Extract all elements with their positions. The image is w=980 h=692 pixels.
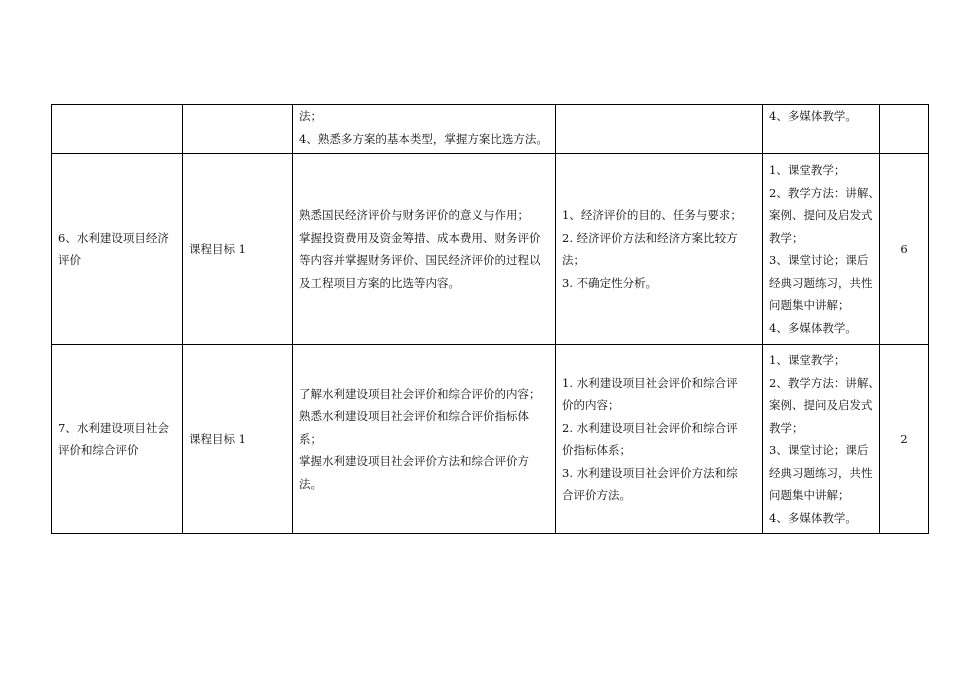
goal-cell [183,105,293,154]
content-line: 合评价方法。 [562,488,631,502]
methods-cell [763,105,880,154]
content-line: 3. 水利建设项目社会评价方法和综 [562,465,738,480]
content-cell [556,105,763,154]
topic-cell [52,345,183,534]
requirements-line: 熟悉国民经济评价与财务评价的意义与作用； [299,208,529,222]
methods-line: 经典习题练习，共性 [769,275,873,290]
requirements-line: 法； [299,109,322,123]
methods-line: 3、课堂讨论；课后 [769,443,869,457]
topic-cell [52,105,183,154]
hours-value: 6 [900,241,908,256]
requirements-line: 系； [299,431,322,446]
topic-line: 评价 [58,253,81,267]
requirements-line: 掌握投资费用及资金筹措、成本费用、财务评价 [299,230,541,245]
content-cell [556,345,763,534]
table-row [52,345,929,534]
methods-line: 2、教学方法：讲解、 [769,375,880,390]
content-line: 价指标体系； [562,443,631,457]
topic-line: 7、水利建设项目社会 [58,420,169,435]
methods-line: 3、课堂讨论；课后 [769,253,869,267]
requirements-line: 4、熟悉多方案的基本类型，掌握方案比选方法。 [299,131,548,146]
methods-line: 问题集中讲解； [769,488,850,502]
methods-line: 教学； [769,420,804,435]
hours-cell [880,105,929,154]
goal-text: 课程目标 1 [189,241,246,256]
requirements-line: 掌握水利建设项目社会评价方法和综合评价方 [299,454,529,469]
content-cell [556,154,763,345]
syllabus-table [51,104,929,534]
methods-cell [763,154,880,345]
topic-cell [52,154,183,345]
methods-line: 案例、提问及启发式 [769,398,873,412]
hours-value: 2 [900,431,908,446]
requirements-line: 熟悉水利建设项目社会评价和综合评价指标体 [299,409,529,424]
goal-cell [183,345,293,534]
content-line: 价的内容； [562,398,620,412]
requirements-cell [293,154,556,345]
methods-line: 经典习题练习，共性 [769,465,873,480]
requirements-cell [293,105,556,154]
methods-line: 案例、提问及启发式 [769,208,873,222]
hours-cell [880,154,929,345]
requirements-cell [293,345,556,534]
content-line: 法； [562,253,585,267]
content-line: 3. 不确定性分析。 [562,275,658,290]
methods-line: 4、多媒体教学。 [769,109,857,123]
methods-line: 1、课堂教学； [769,353,846,367]
goal-cell [183,154,293,345]
content-line: 2. 水利建设项目社会评价和综合评 [562,420,738,435]
methods-cell [763,345,880,534]
requirements-line: 法。 [299,476,322,491]
hours-cell [880,345,929,534]
content-line: 1、经济评价的目的、任务与要求； [562,208,742,222]
methods-line: 2、教学方法：讲解、 [769,185,880,200]
requirements-line: 及工程项目方案的比选等内容。 [299,275,460,290]
requirements-line: 了解水利建设项目社会评价和综合评价的内容； [299,386,541,401]
table-row [52,154,929,345]
content-line: 1. 水利建设项目社会评价和综合评 [562,375,738,390]
methods-line: 问题集中讲解； [769,298,850,312]
goal-text: 课程目标 1 [189,431,246,446]
requirements-line: 等内容并掌握财务评价、国民经济评价的过程以 [299,253,541,267]
methods-line: 1、课堂教学； [769,163,846,177]
methods-line: 4、多媒体教学。 [769,320,857,335]
content-line: 2. 经济评价方法和经济方案比较方 [562,230,738,245]
table-row [52,105,929,154]
topic-line: 评价和综合评价 [58,443,139,457]
methods-line: 4、多媒体教学。 [769,510,857,525]
methods-line: 教学； [769,230,804,245]
topic-line: 6、水利建设项目经济 [58,230,169,245]
